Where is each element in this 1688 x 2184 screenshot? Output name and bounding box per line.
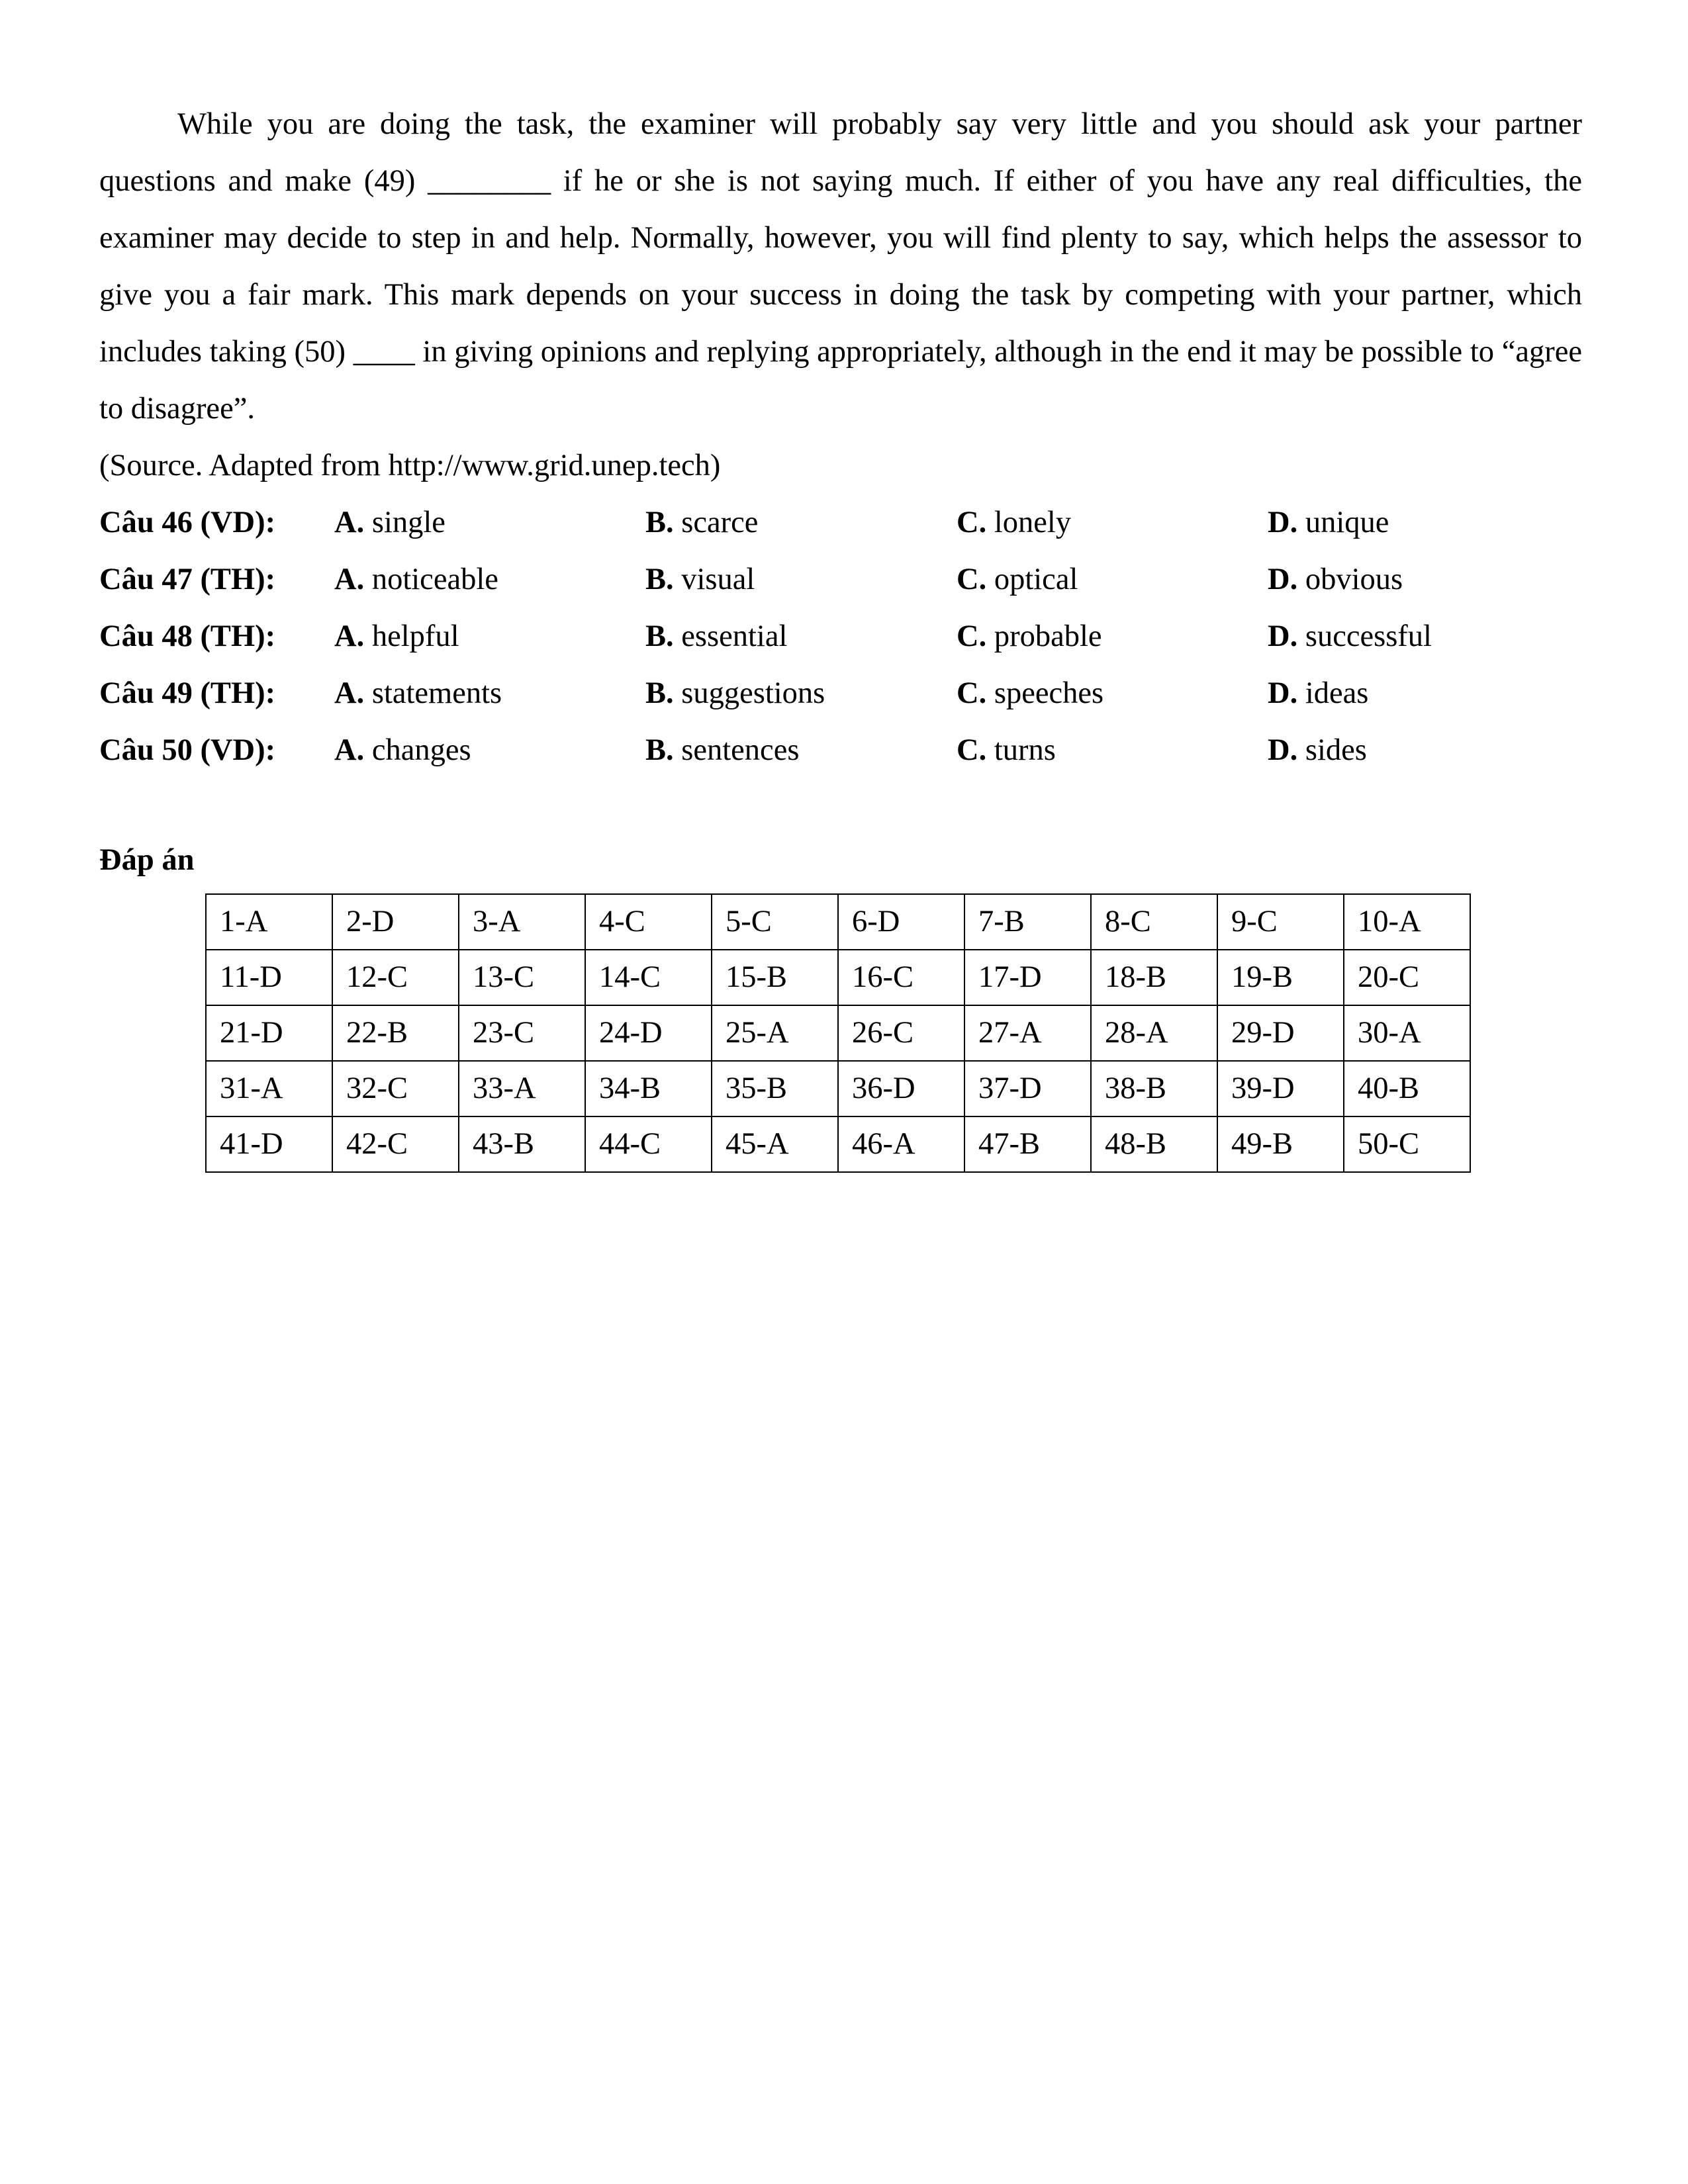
answer-cell: 13-C (459, 950, 585, 1005)
answer-cell: 32-C (332, 1061, 459, 1116)
answer-cell: 44-C (585, 1116, 712, 1172)
option-text: obvious (1305, 563, 1403, 596)
answer-cell: 10-A (1344, 894, 1470, 950)
option-text: unique (1305, 506, 1389, 539)
answer-cell: 42-C (332, 1116, 459, 1172)
answer-cell: 28-A (1091, 1005, 1217, 1061)
answer-cell: 11-D (206, 950, 332, 1005)
answer-key-table (205, 893, 1471, 1173)
option-c (957, 608, 1102, 665)
answer-cell: 48-B (1091, 1116, 1217, 1172)
option-letter: A. (334, 619, 365, 653)
answer-cell: 15-B (712, 950, 838, 1005)
option-text: ideas (1305, 676, 1369, 710)
option-letter: A. (334, 676, 365, 710)
answer-cell: 16-C (838, 950, 964, 1005)
passage-paragraph: While you are doing the task, the examiner will probably say very little and you should ask your partner questions and make (49) ________ if he or she is not saying much. If either of you have any real difficulties, the examiner may decide to step in and help. Normally, however, you will find plenty to say, which helps the assessor to give you a fair mark. This mark depends on your success in doing the task by competing with your partner, which includes taking (50) ____ in giving opinions and replying appropriately, although in the end it may be possible to “agree to disagree”. (99, 107, 1582, 426)
answer-cell: 7-B (964, 894, 1091, 950)
option-text: sides (1305, 733, 1367, 767)
question-50 (99, 722, 1582, 779)
answer-cell: 20-C (1344, 950, 1470, 1005)
answer-cell: 31-A (206, 1061, 332, 1116)
answer-cell: 19-B (1217, 950, 1344, 1005)
answer-cell: 2-D (332, 894, 459, 950)
answer-cell: 8-C (1091, 894, 1217, 950)
option-b (645, 494, 758, 551)
question-label: Câu 48 (TH): (99, 619, 276, 653)
answer-cell: 24-D (585, 1005, 712, 1061)
option-text: helpful (371, 619, 459, 653)
answer-key-heading: Đáp án (99, 843, 195, 877)
answer-cell: 21-D (206, 1005, 332, 1061)
option-text: turns (994, 733, 1056, 767)
answer-cell: 18-B (1091, 950, 1217, 1005)
option-d (1268, 665, 1368, 722)
answer-cell: 47-B (964, 1116, 1091, 1172)
option-letter: A. (334, 506, 365, 539)
option-d (1268, 608, 1432, 665)
option-letter: B. (645, 563, 674, 596)
option-d (1268, 494, 1389, 551)
option-c (957, 722, 1056, 779)
answer-cell: 27-A (964, 1005, 1091, 1061)
answer-cell: 41-D (206, 1116, 332, 1172)
option-text: successful (1305, 619, 1432, 653)
answer-cell: 39-D (1217, 1061, 1344, 1116)
option-b (645, 608, 787, 665)
option-text: changes (371, 733, 471, 767)
passage-source: (Source. Adapted from http://www.grid.unep.tech) (99, 449, 721, 482)
answer-cell: 25-A (712, 1005, 838, 1061)
option-letter: D. (1268, 506, 1298, 539)
answer-cell: 50-C (1344, 1116, 1470, 1172)
option-b (645, 665, 825, 722)
option-a (334, 494, 445, 551)
option-b (645, 722, 799, 779)
option-letter: B. (645, 676, 674, 710)
question-label: Câu 49 (TH): (99, 676, 276, 710)
answer-cell: 22-B (332, 1005, 459, 1061)
answer-cell: 26-C (838, 1005, 964, 1061)
option-letter: B. (645, 733, 674, 767)
option-letter: C. (957, 733, 987, 767)
option-letter: C. (957, 619, 987, 653)
answer-cell: 40-B (1344, 1061, 1470, 1116)
answer-cell: 37-D (964, 1061, 1091, 1116)
answer-cell: 9-C (1217, 894, 1344, 950)
answer-cell: 30-A (1344, 1005, 1470, 1061)
option-a (334, 608, 459, 665)
question-47 (99, 551, 1582, 608)
option-text: essential (681, 619, 788, 653)
option-letter: D. (1268, 733, 1298, 767)
answer-cell: 4-C (585, 894, 712, 950)
answer-cell: 45-A (712, 1116, 838, 1172)
table-row (206, 894, 1470, 950)
option-text: noticeable (371, 563, 498, 596)
answer-cell: 17-D (964, 950, 1091, 1005)
question-46 (99, 494, 1582, 551)
option-text: visual (681, 563, 755, 596)
answer-cell: 1-A (206, 894, 332, 950)
answer-cell: 5-C (712, 894, 838, 950)
question-list (99, 494, 1582, 779)
option-text: sentences (681, 733, 800, 767)
question-label: Câu 50 (VD): (99, 733, 276, 767)
option-c (957, 665, 1103, 722)
table-row (206, 1005, 1470, 1061)
option-text: suggestions (681, 676, 825, 710)
answer-cell: 49-B (1217, 1116, 1344, 1172)
option-letter: D. (1268, 619, 1298, 653)
option-letter: C. (957, 676, 987, 710)
answer-cell: 38-B (1091, 1061, 1217, 1116)
table-row (206, 1061, 1470, 1116)
answer-cell: 33-A (459, 1061, 585, 1116)
question-49 (99, 665, 1582, 722)
option-d (1268, 551, 1403, 608)
answer-cell: 29-D (1217, 1005, 1344, 1061)
answer-cell: 36-D (838, 1061, 964, 1116)
option-text: probable (994, 619, 1102, 653)
question-label: Câu 47 (TH): (99, 563, 276, 596)
option-letter: A. (334, 563, 365, 596)
option-b (645, 551, 755, 608)
page-content (99, 96, 1582, 779)
option-text: statements (371, 676, 502, 710)
answer-cell: 43-B (459, 1116, 585, 1172)
question-48 (99, 608, 1582, 665)
answer-cell: 34-B (585, 1061, 712, 1116)
option-a (334, 665, 502, 722)
option-letter: D. (1268, 563, 1298, 596)
option-text: optical (994, 563, 1078, 596)
option-letter: A. (334, 733, 365, 767)
answer-cell: 6-D (838, 894, 964, 950)
option-letter: B. (645, 506, 674, 539)
question-label: Câu 46 (VD): (99, 506, 276, 539)
option-c (957, 494, 1071, 551)
option-text: speeches (994, 676, 1104, 710)
table-row (206, 950, 1470, 1005)
option-text: scarce (681, 506, 759, 539)
option-letter: C. (957, 563, 987, 596)
option-text: single (371, 506, 445, 539)
answer-cell: 12-C (332, 950, 459, 1005)
option-text: lonely (994, 506, 1072, 539)
answer-cell: 46-A (838, 1116, 964, 1172)
option-letter: D. (1268, 676, 1298, 710)
answer-cell: 35-B (712, 1061, 838, 1116)
answer-cell: 23-C (459, 1005, 585, 1061)
table-row (206, 1116, 1470, 1172)
option-letter: B. (645, 619, 674, 653)
option-d (1268, 722, 1367, 779)
answer-cell: 14-C (585, 950, 712, 1005)
option-letter: C. (957, 506, 987, 539)
answer-cell: 3-A (459, 894, 585, 950)
option-a (334, 722, 471, 779)
option-a (334, 551, 498, 608)
option-c (957, 551, 1078, 608)
